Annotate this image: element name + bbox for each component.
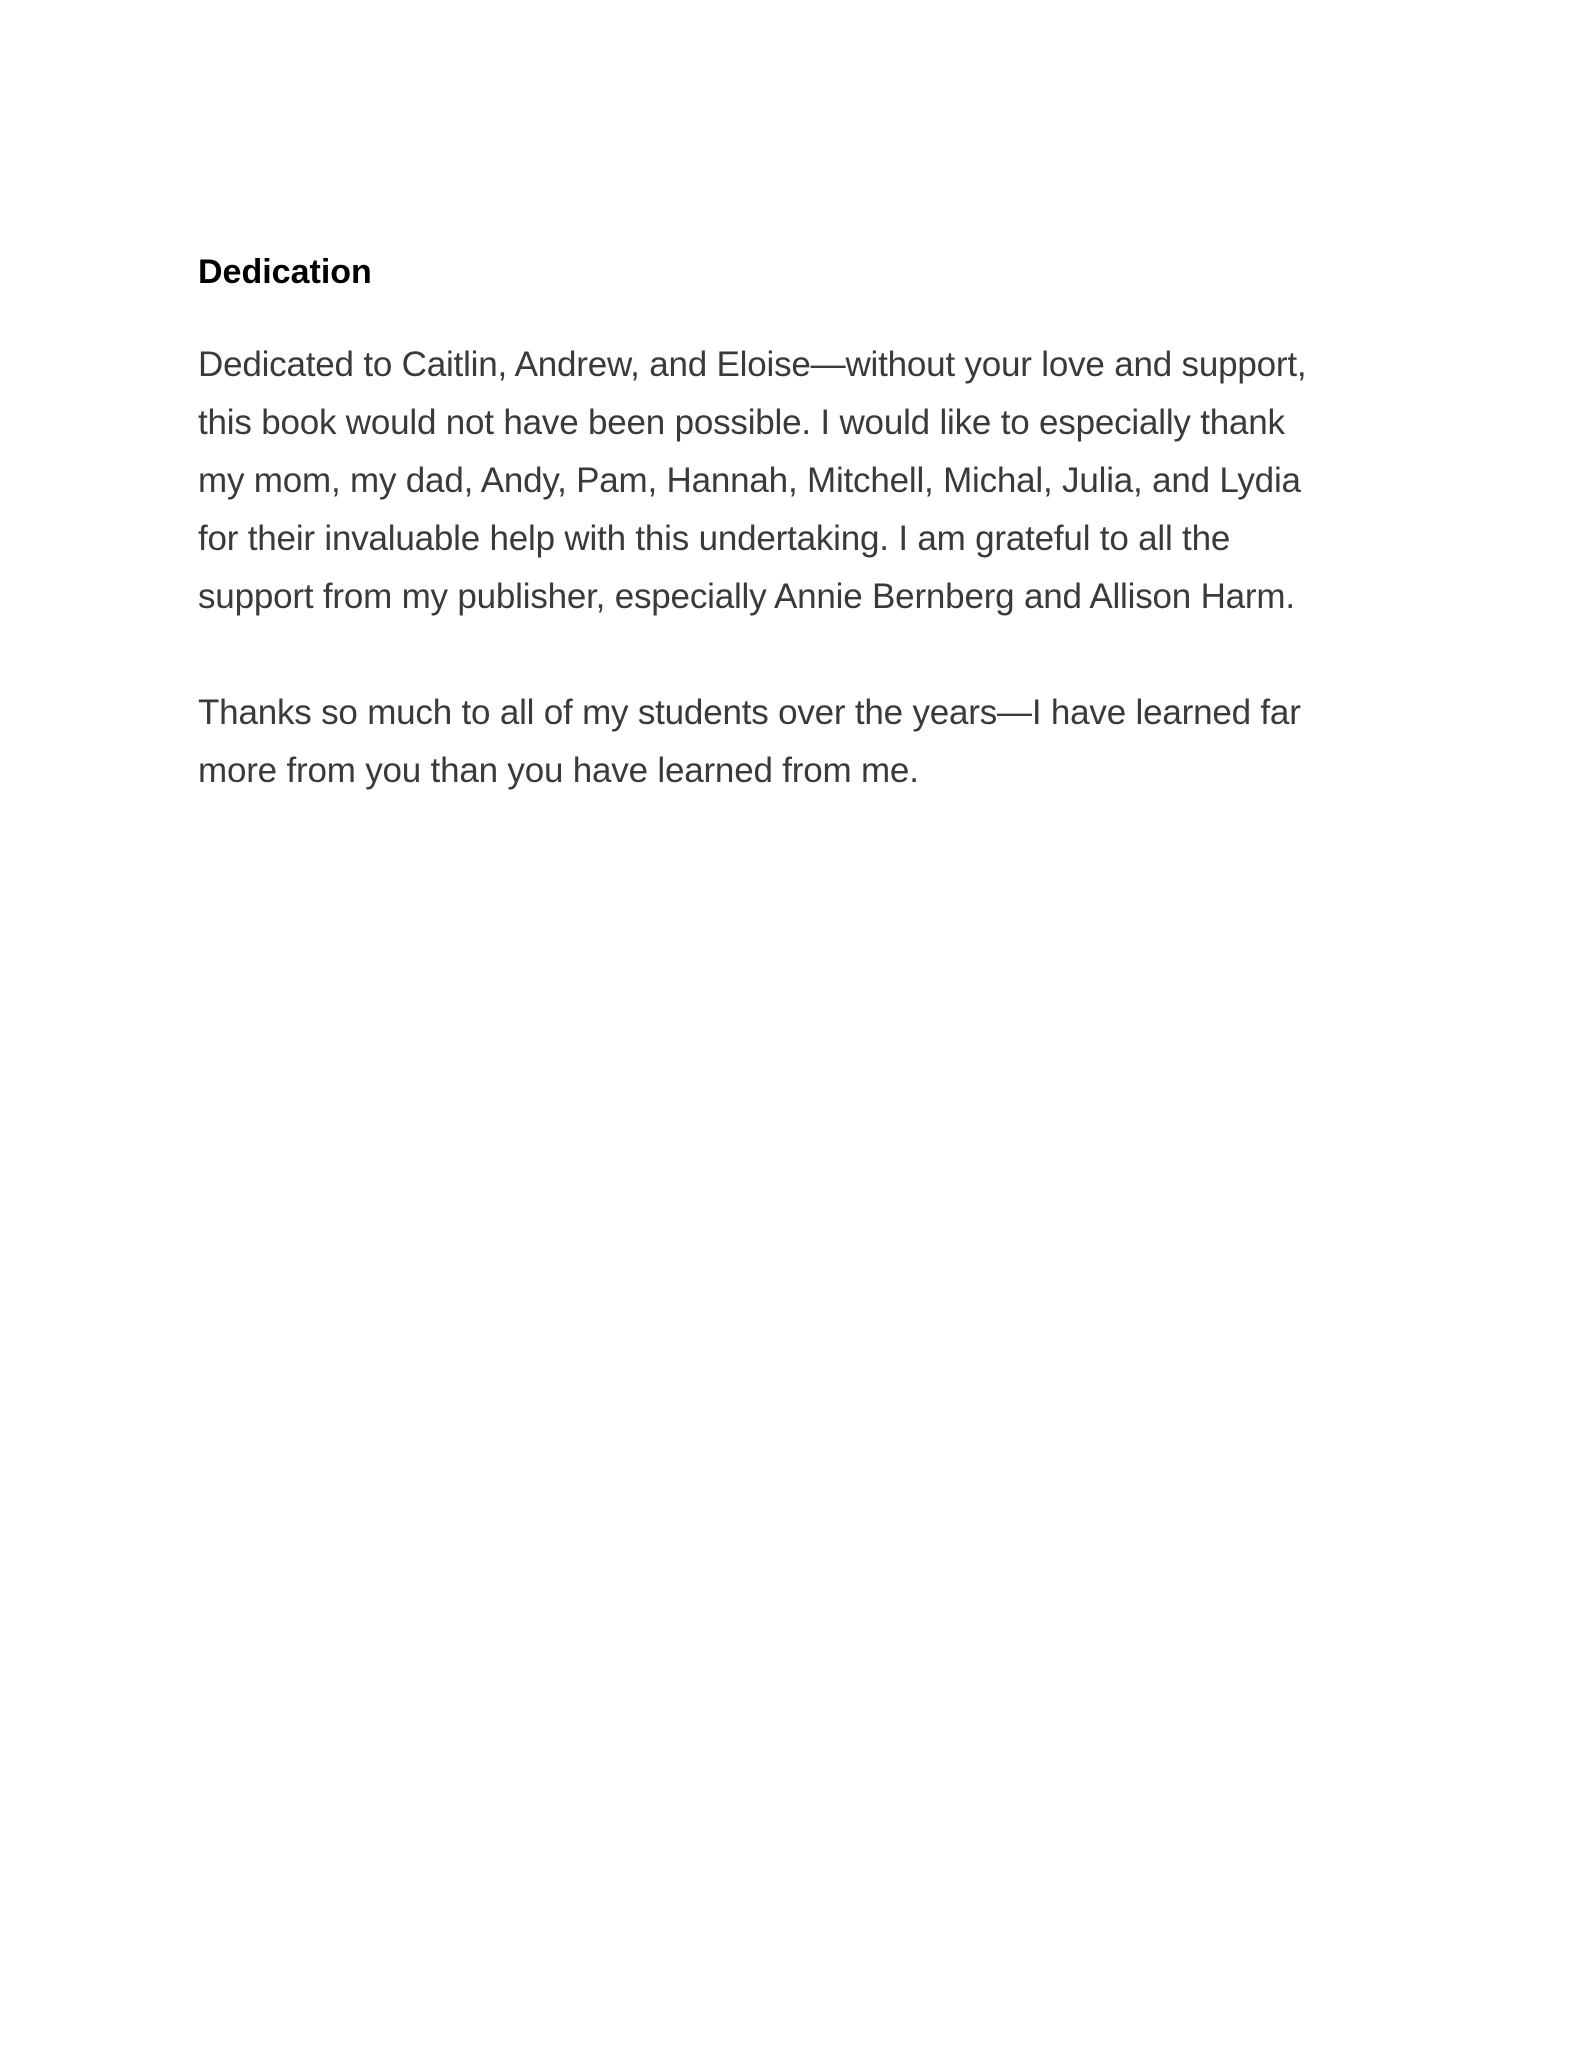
text-line: for their invaluable help with this undertaking. I am grateful to all the [198,519,1231,558]
text-line: this book would not have been possible. I would like to especially thank [198,403,1285,442]
text-line: Thanks so much to all of my students over the years—I have learned far [198,693,1301,732]
text-line: my mom, my dad, Andy, Pam, Hannah, Mitchell, Michal, Julia, and Lydia [198,461,1301,500]
text-line: Dedicated to Caitlin, Andrew, and Eloise—without your love and support, [198,345,1307,384]
text-line: more from you than you have learned from me. [198,751,919,790]
text-line: support from my publisher, especially Annie Bernberg and Allison Harm. [198,577,1295,616]
thanks-paragraph [198,684,1398,800]
dedication-paragraph [198,336,1398,626]
page-content [198,248,1398,800]
section-heading: Dedication [198,253,372,291]
